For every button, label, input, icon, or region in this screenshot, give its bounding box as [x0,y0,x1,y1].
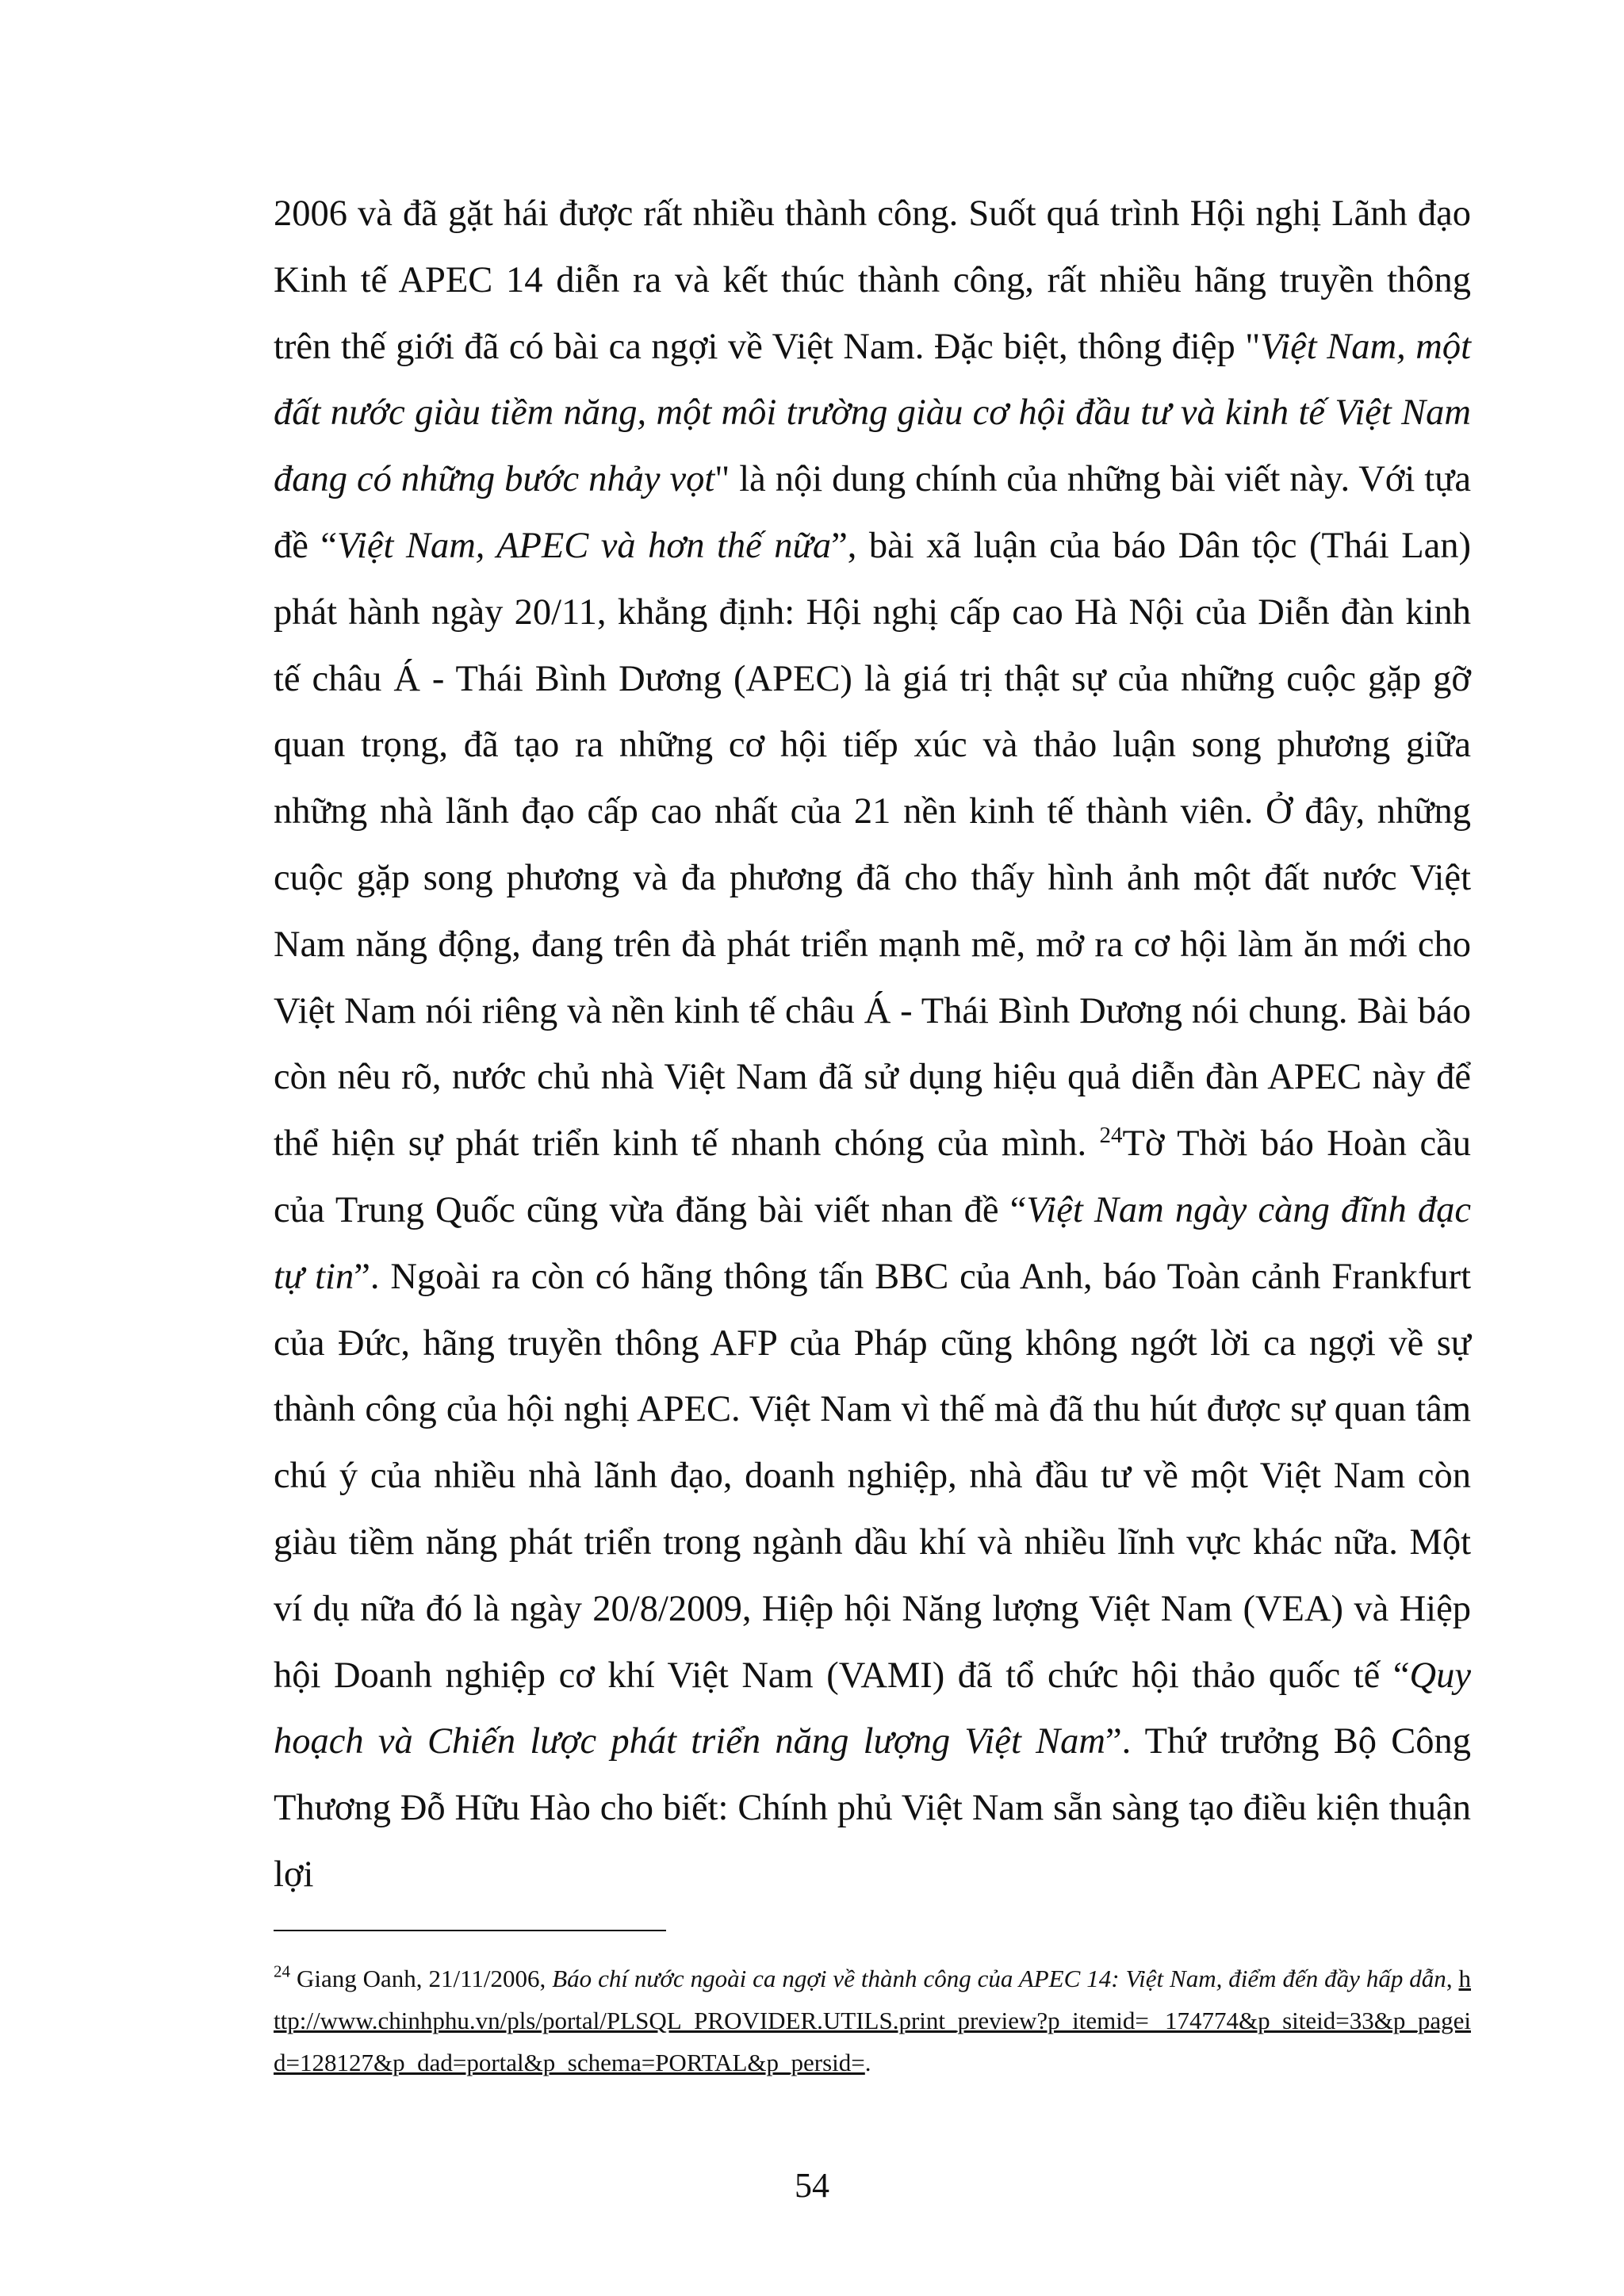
body-text: 2006 và đã gặt hái được rất nhiều thành công. Suốt quá trình Hội nghị Lãnh đạo Kinh tế APEC 14 diễn ra và kết thúc thành công, rất nhiều hãng truyền thông trên thế giới đã có bài ca ngợi về Việt Nam. Đặc biệt, thông điệp " [274,193,1471,367]
footnote-link[interactable]: http://www.chinhphu.vn/pls/portal/PLSQL_PROVIDER.UTILS.print_preview?p_itemid= 174774&p_siteid=33&p_pageid=128127&p_dad=portal&p_schema=PORTAL&p_persid= [274,1965,1472,2076]
footnote-title: Báo chí nước ngoài ca ngợi về thành công của APEC 14: Việt Nam, điểm đến đầy hấp dẫn [552,1965,1446,1992]
footnote-author-date: Giang Oanh, 21/11/2006, [290,1965,553,1992]
body-text: Tờ Thời báo Hoàn cầu của Trung Quốc cũng vừa đăng bài viết nhan đề “ [274,1123,1471,1230]
body-italic-quote: Việt Nam, một đất nước giàu tiềm năng, một môi trường giàu cơ hội đầu tư và kinh tế Việt Nam đang có những bước nhảy vọt [274,326,1471,500]
page-number: 54 [795,2166,829,2205]
footnote-separator: , [1446,1965,1459,1992]
body-italic-title: Việt Nam, APEC và hơn thế nữa [337,525,832,566]
footnote-reference[interactable]: 24 [1099,1123,1123,1149]
body-text: ”. Thứ trưởng Bộ Công Thương Đỗ Hữu Hào cho biết: Chính phủ Việt Nam sẵn sàng tạo điều kiện thuận lợi [274,1721,1471,1895]
body-text: ”, bài xã luận của báo Dân tộc (Thái Lan) phát hành ngày 20/11, khẳng định: Hội nghị cấp cao Hà Nội của Diễn đàn kinh tế châu Á - Thái Bình Dương (APEC) là giá trị thật sự của những cuộc gặp gỡ quan trọng, đã tạo ra những cơ hội tiếp xúc và thảo luận song phương giữa những nhà lãnh đạo cấp cao nhất của 21 nền kinh tế thành viên. Ở đây, những cuộc gặp song phương và đa phương đã cho thấy hình ảnh một đất nước Việt Nam năng động, đang trên đà phát triển mạnh mẽ, mở ra cơ hội làm ăn mới cho Việt Nam nói riêng và nền kinh tế châu Á - Thái Bình Dương nói chung. Bài báo còn nêu rõ, nước chủ nhà Việt Nam đã sử dụng hiệu quả diễn đàn APEC này để thể hiện sự phát triển kinh tế nhanh chóng của mình. [274,525,1471,1165]
footnote [274,1957,1471,2084]
body-italic-title: Quy hoạch và Chiến lược phát triển năng lượng Việt Nam [274,1655,1471,1762]
body-paragraph [274,181,1471,1908]
footnote-end: . [864,2049,871,2076]
body-text: " là nội dung chính của những bài viết này. Với tựa đề “ [274,459,1471,566]
footnote-number: 24 [274,1961,290,1981]
body-italic-title: Việt Nam ngày càng đĩnh đạc tự tin [274,1189,1471,1297]
body-text: ”. Ngoài ra còn có hãng thông tấn BBC của Anh, báo Toàn cảnh Frankfurt của Đức, hãng truyền thông AFP của Pháp cũng không ngớt lời ca ngợi về sự thành công của hội nghị APEC. Việt Nam vì thế mà đã thu hút được sự quan tâm chú ý của nhiều nhà lãnh đạo, doanh nghiệp, nhà đầu tư về một Việt Nam còn giàu tiềm năng phát triển trong ngành dầu khí và nhiều lĩnh vực khác nữa. Một ví dụ nữa đó là ngày 20/8/2009, Hiệp hội Năng lượng Việt Nam (VEA) và Hiệp hội Doanh nghiệp cơ khí Việt Nam (VAMI) đã tổ chức hội thảo quốc tế “ [274,1256,1471,1696]
footnote-divider [274,1930,666,1931]
